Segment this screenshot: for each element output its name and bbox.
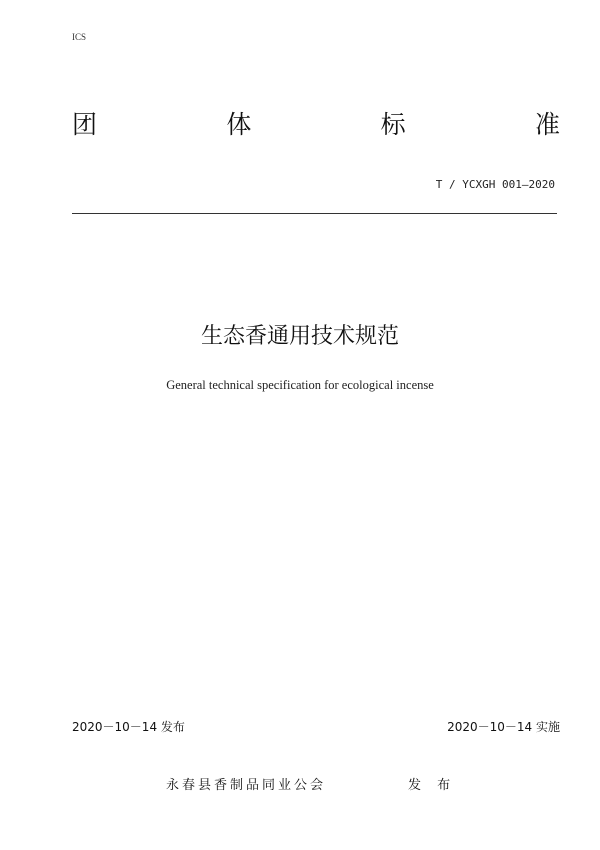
standard-type-char: 体 [226, 110, 252, 139]
standard-type-char: 团 [72, 110, 98, 139]
standard-number: T / YCXGH 001—2020 [435, 178, 555, 191]
issue-label: 发 布 [408, 778, 457, 793]
standard-type-char: 标 [380, 110, 406, 139]
document-title-chinese: 生态香通用技术规范 [200, 324, 399, 349]
standard-type-char: 准 [534, 110, 560, 139]
header-divider [72, 213, 557, 214]
issuing-organization: 永春县香制品同业公会 [166, 778, 327, 793]
document-title-english: General technical specification for ecological incense [166, 378, 434, 392]
implementation-date: 2020－10－14 实施 [447, 720, 560, 734]
publish-date: 2020－10－14 发布 [72, 720, 185, 734]
ics-label: ICS [72, 32, 87, 42]
standard-type-heading [72, 112, 560, 137]
